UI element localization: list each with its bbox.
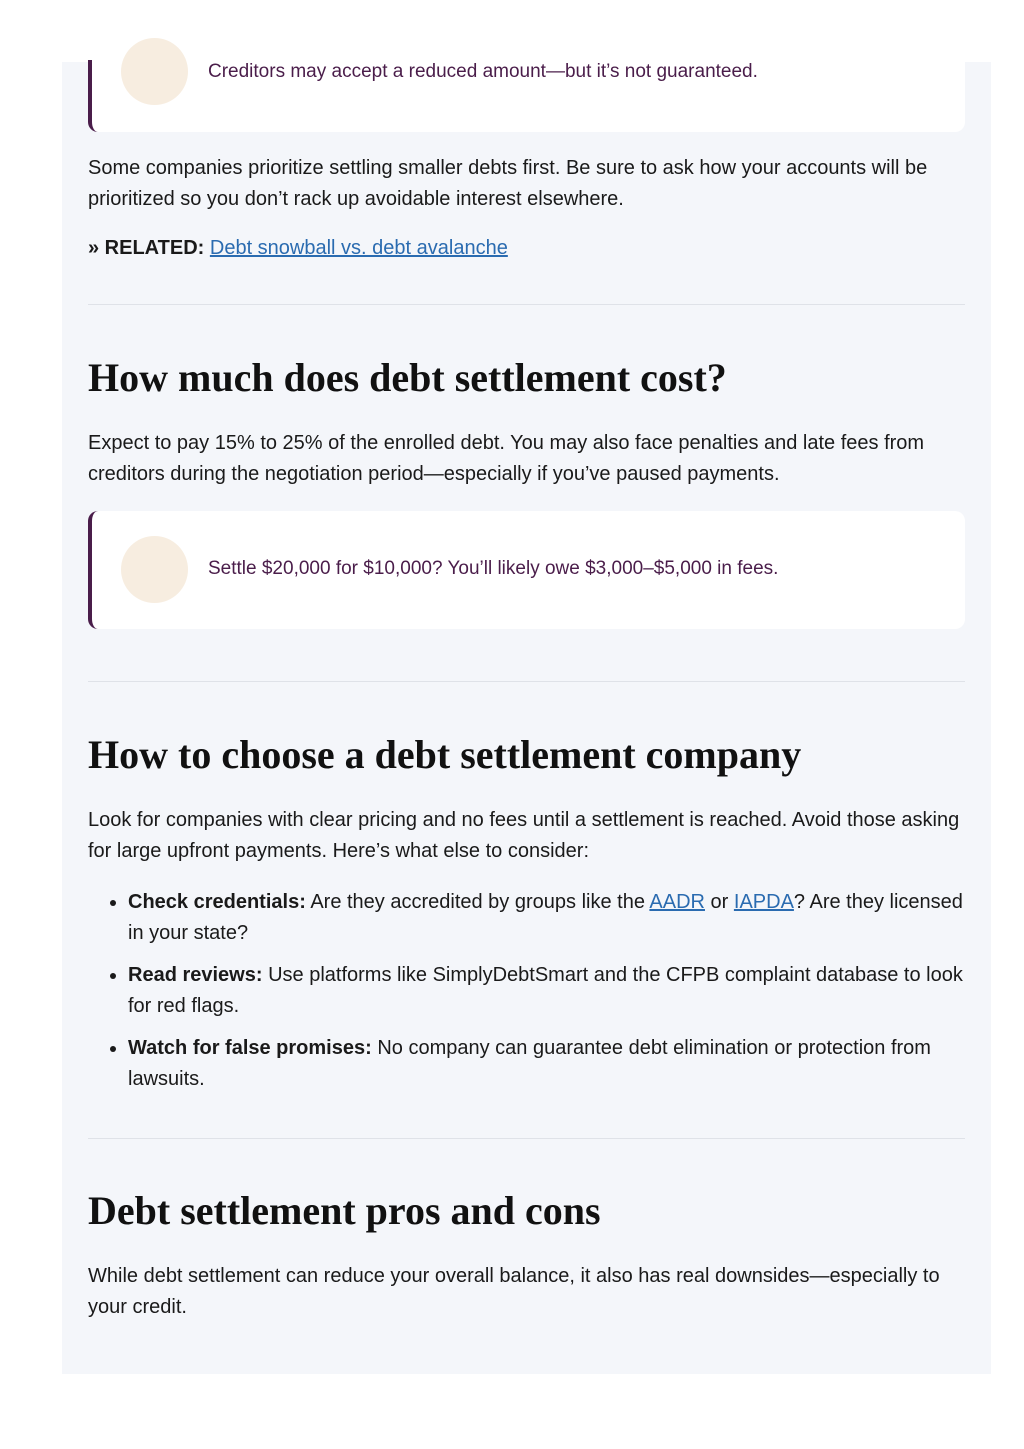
- callout-text: Settle $20,000 for $10,000? You’ll likely owe $3,000–$5,000 in fees.: [208, 558, 779, 579]
- related-link-snowball-avalanche[interactable]: Debt snowball vs. debt avalanche: [209, 237, 508, 259]
- section-divider: [88, 304, 965, 305]
- related-line: [88, 235, 965, 261]
- heading-choose-company: How to choose a debt settlement company: [88, 732, 802, 777]
- callout-fee-example: [88, 511, 965, 629]
- tip-label: Read reviews:: [128, 964, 263, 986]
- aadr-link[interactable]: AADR: [649, 891, 705, 913]
- tip-label: Watch for false promises:: [128, 1037, 372, 1059]
- list-item: [128, 887, 965, 949]
- callout-text: Creditors may accept a reduced amount—but it’s not guaranteed.: [208, 61, 758, 82]
- heading-pros-cons: Debt settlement pros and cons: [88, 1188, 601, 1233]
- list-item: [128, 1033, 965, 1095]
- section-divider: [88, 681, 965, 682]
- choose-paragraph: Look for companies with clear pricing and no fees until a settlement is reached. Avoid those asking for large upfront payments. Here’s what else to consider:: [88, 809, 960, 862]
- tip-label: Check credentials:: [128, 891, 306, 913]
- callout-icon-circle: [121, 536, 188, 603]
- heading-cost: How much does debt settlement cost?: [88, 355, 727, 400]
- iapda-link[interactable]: IAPDA: [733, 891, 794, 913]
- list-item: [128, 960, 965, 1022]
- article-content: [62, 62, 991, 1374]
- tip-text: No company can guarantee debt elimination or protection from lawsuits.: [128, 1037, 931, 1090]
- cost-paragraph: Expect to pay 15% to 25% of the enrolled debt. You may also face penalties and late fees from creditors during the negotiation period—especially if you’ve paused payments.: [88, 432, 925, 485]
- tips-list: [88, 887, 965, 1095]
- tip-text: Use platforms like SimplyDebtSmart and the CFPB complaint database to look for red flags.: [128, 964, 963, 1017]
- section-divider: [88, 1138, 965, 1139]
- tip-text: ? Are they licensed in your state?: [128, 891, 963, 944]
- tip-text: Are they accredited by groups like the: [305, 891, 650, 913]
- related-label: » RELATED:: [88, 237, 205, 259]
- pros-cons-paragraph: While debt settlement can reduce your overall balance, it also has real downsides—especially to your credit.: [88, 1265, 940, 1318]
- callout-reduced-amount: [88, 60, 965, 132]
- callout-icon-circle: [121, 38, 188, 105]
- tip-text: or: [704, 891, 734, 913]
- prioritize-paragraph: Some companies prioritize settling smaller debts first. Be sure to ask how your accounts will be prioritized so you don’t rack up avoidable interest elsewhere.: [88, 157, 928, 210]
